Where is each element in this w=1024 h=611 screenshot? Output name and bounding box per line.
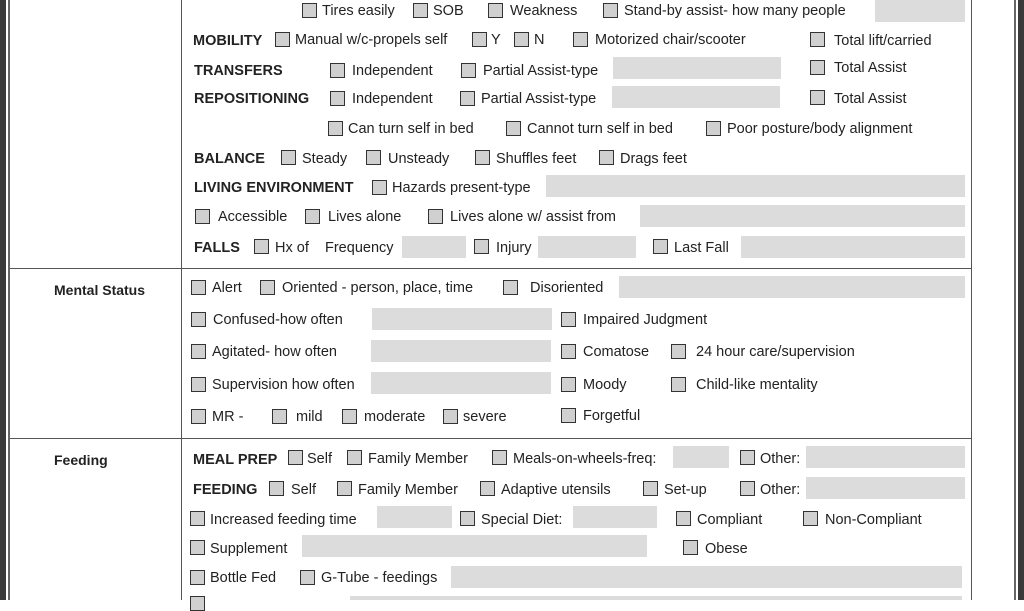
increased-time-label: Increased feeding time bbox=[210, 512, 357, 528]
feeding-family-checkbox[interactable] bbox=[337, 481, 352, 496]
column-divider bbox=[181, 0, 182, 600]
drags-feet-checkbox[interactable] bbox=[599, 150, 614, 165]
childlike-checkbox[interactable] bbox=[671, 377, 686, 392]
feeding-label: FEEDING bbox=[193, 482, 258, 498]
section-divider bbox=[10, 438, 972, 439]
can-turn-checkbox[interactable] bbox=[328, 121, 343, 136]
meal-prep-family-label: Family Member bbox=[368, 451, 468, 467]
comatose-checkbox[interactable] bbox=[561, 344, 576, 359]
assist-from-field[interactable] bbox=[640, 205, 965, 227]
tires-easily-label: Tires easily bbox=[322, 3, 395, 19]
last-fall-checkbox[interactable] bbox=[653, 239, 668, 254]
supervision-checkbox[interactable] bbox=[191, 377, 206, 392]
forgetful-label: Forgetful bbox=[583, 408, 641, 424]
mild-checkbox[interactable] bbox=[272, 409, 287, 424]
living-environment-label: LIVING ENVIRONMENT bbox=[194, 180, 354, 196]
falls-hx-checkbox[interactable] bbox=[254, 239, 269, 254]
transfers-label: TRANSFERS bbox=[194, 63, 283, 79]
non-compliant-label: Non-Compliant bbox=[825, 512, 922, 528]
confused-how-often-field[interactable] bbox=[372, 308, 552, 330]
drags-feet-label: Drags feet bbox=[620, 151, 687, 167]
transfers-independent-checkbox[interactable] bbox=[330, 63, 345, 78]
bottle-fed-label: Bottle Fed bbox=[210, 570, 277, 586]
sob-label: SOB bbox=[433, 3, 464, 19]
setup-label: Set-up bbox=[664, 482, 707, 498]
non-compliant-checkbox[interactable] bbox=[803, 511, 818, 526]
last-fall-field[interactable] bbox=[741, 236, 965, 258]
mr-checkbox[interactable] bbox=[191, 409, 206, 424]
feeding-other-label: Other: bbox=[760, 482, 801, 498]
steady-checkbox[interactable] bbox=[281, 150, 296, 165]
accessible-label: Accessible bbox=[218, 209, 288, 225]
increased-time-checkbox[interactable] bbox=[190, 511, 205, 526]
weakness-checkbox[interactable] bbox=[488, 3, 503, 18]
supervision-label: Supervision how often bbox=[212, 377, 355, 393]
unsteady-checkbox[interactable] bbox=[366, 150, 381, 165]
adaptive-utensils-checkbox[interactable] bbox=[480, 481, 495, 496]
right-border bbox=[971, 0, 972, 600]
alert-checkbox[interactable] bbox=[191, 280, 206, 295]
lives-alone-assist-label: Lives alone w/ assist from bbox=[450, 209, 617, 225]
frame-border-right-inner bbox=[1014, 0, 1016, 600]
special-diet-label: Special Diet: bbox=[481, 512, 563, 528]
alert-label: Alert bbox=[212, 280, 242, 296]
total-lift-label: Total lift/carried bbox=[834, 33, 932, 49]
supervision-how-often-field[interactable] bbox=[371, 372, 551, 394]
disoriented-field[interactable] bbox=[619, 276, 965, 298]
transfers-partial-checkbox[interactable] bbox=[461, 63, 476, 78]
frame-border-left bbox=[0, 0, 6, 600]
shuffles-feet-label: Shuffles feet bbox=[496, 151, 577, 167]
forgetful-checkbox[interactable] bbox=[561, 408, 576, 423]
oriented-checkbox[interactable] bbox=[260, 280, 275, 295]
adaptive-utensils-label: Adaptive utensils bbox=[501, 482, 611, 498]
transfers-total-checkbox[interactable] bbox=[810, 60, 825, 75]
frequency-label: Frequency bbox=[325, 240, 394, 256]
moderate-label: moderate bbox=[364, 409, 426, 425]
repositioning-partial-checkbox[interactable] bbox=[460, 91, 475, 106]
special-diet-field[interactable] bbox=[573, 506, 657, 528]
standby-count-field[interactable] bbox=[875, 0, 965, 22]
mental-status-title: Mental Status bbox=[54, 282, 146, 298]
lives-alone-assist-checkbox[interactable] bbox=[428, 209, 443, 224]
frame-border-right bbox=[1018, 0, 1024, 600]
repositioning-label: REPOSITIONING bbox=[194, 91, 310, 107]
feeding-other-field[interactable] bbox=[806, 477, 965, 499]
meal-prep-self-label: Self bbox=[307, 451, 332, 467]
cannot-turn-label: Cannot turn self in bed bbox=[527, 121, 673, 137]
bottle-fed-checkbox[interactable] bbox=[190, 570, 205, 585]
care-24-checkbox[interactable] bbox=[671, 344, 686, 359]
supplement-label: Supplement bbox=[210, 541, 288, 557]
shuffles-feet-checkbox[interactable] bbox=[475, 150, 490, 165]
meal-prep-other-field[interactable] bbox=[806, 446, 965, 468]
manual-wc-label: Manual w/c-propels self bbox=[295, 32, 448, 48]
care-24-label: 24 hour care/supervision bbox=[696, 344, 855, 360]
repositioning-total-checkbox[interactable] bbox=[810, 90, 825, 105]
meal-prep-family-checkbox[interactable] bbox=[347, 450, 362, 465]
agitated-label: Agitated- how often bbox=[212, 344, 337, 360]
supplement-checkbox[interactable] bbox=[190, 540, 205, 555]
mobility-no-label: N bbox=[534, 32, 545, 48]
repositioning-partial-type-field[interactable] bbox=[612, 86, 780, 108]
motorized-label: Motorized chair/scooter bbox=[595, 32, 746, 48]
transfers-independent-label: Independent bbox=[352, 63, 433, 79]
sob-checkbox[interactable] bbox=[413, 3, 428, 18]
frame-border-left-inner bbox=[8, 0, 10, 600]
feeding-self-checkbox[interactable] bbox=[269, 481, 284, 496]
injury-checkbox[interactable] bbox=[474, 239, 489, 254]
severe-checkbox[interactable] bbox=[443, 409, 458, 424]
balance-label: BALANCE bbox=[194, 151, 265, 167]
injury-label: Injury bbox=[496, 240, 532, 256]
accessible-checkbox[interactable] bbox=[195, 209, 210, 224]
motorized-checkbox[interactable] bbox=[573, 32, 588, 47]
transfers-partial-label: Partial Assist-type bbox=[483, 63, 599, 79]
feeding-family-label: Family Member bbox=[358, 482, 458, 498]
disoriented-label: Disoriented bbox=[530, 280, 604, 296]
mobility-yes-checkbox[interactable] bbox=[472, 32, 487, 47]
setup-checkbox[interactable] bbox=[643, 481, 658, 496]
hazards-label: Hazards present-type bbox=[392, 180, 531, 196]
falls-label: FALLS bbox=[194, 240, 240, 256]
mobility-yes-label: Y bbox=[491, 32, 501, 48]
injury-field[interactable] bbox=[538, 236, 636, 258]
standby-assist-checkbox[interactable] bbox=[603, 3, 618, 18]
hazards-type-field[interactable] bbox=[546, 175, 965, 197]
transfers-partial-type-field[interactable] bbox=[613, 57, 781, 79]
moody-label: Moody bbox=[583, 377, 627, 393]
lives-alone-checkbox[interactable] bbox=[305, 209, 320, 224]
can-turn-label: Can turn self in bed bbox=[348, 121, 474, 137]
frequency-field[interactable] bbox=[402, 236, 466, 258]
hazards-checkbox[interactable] bbox=[372, 180, 387, 195]
impaired-judgment-checkbox[interactable] bbox=[561, 312, 576, 327]
mobility-no-checkbox[interactable] bbox=[514, 32, 529, 47]
comatose-label: Comatose bbox=[583, 344, 650, 360]
feeding-other-checkbox[interactable] bbox=[740, 481, 755, 496]
childlike-label: Child-like mentality bbox=[696, 377, 818, 393]
moderate-checkbox[interactable] bbox=[342, 409, 357, 424]
obese-checkbox[interactable] bbox=[683, 540, 698, 555]
increased-time-field[interactable] bbox=[377, 506, 452, 528]
weakness-label: Weakness bbox=[510, 3, 578, 19]
confused-checkbox[interactable] bbox=[191, 312, 206, 327]
poor-posture-label: Poor posture/body alignment bbox=[727, 121, 913, 137]
mobility-label: MOBILITY bbox=[193, 33, 263, 49]
meal-prep-other-label: Other: bbox=[760, 451, 801, 467]
standby-assist-label: Stand-by assist- how many people bbox=[624, 3, 846, 19]
last-fall-label: Last Fall bbox=[674, 240, 729, 256]
g-tube-label: G-Tube - feedings bbox=[321, 570, 438, 586]
next-row-checkbox[interactable] bbox=[190, 596, 205, 611]
repositioning-independent-label: Independent bbox=[352, 91, 433, 107]
impaired-judgment-label: Impaired Judgment bbox=[583, 312, 708, 328]
meals-on-wheels-checkbox[interactable] bbox=[492, 450, 507, 465]
meal-prep-self-checkbox[interactable] bbox=[288, 450, 303, 465]
section-divider bbox=[10, 268, 972, 269]
supplement-field[interactable] bbox=[302, 535, 647, 557]
falls-hx-label: Hx of bbox=[275, 240, 309, 256]
tires-easily-checkbox[interactable] bbox=[302, 3, 317, 18]
steady-label: Steady bbox=[302, 151, 348, 167]
total-lift-checkbox[interactable] bbox=[810, 32, 825, 47]
meal-prep-label: MEAL PREP bbox=[193, 452, 278, 468]
oriented-label: Oriented - person, place, time bbox=[282, 280, 474, 296]
moody-checkbox[interactable] bbox=[561, 377, 576, 392]
repositioning-independent-checkbox[interactable] bbox=[330, 91, 345, 106]
mild-label: mild bbox=[296, 409, 323, 425]
meals-freq-field[interactable] bbox=[673, 446, 729, 468]
repositioning-partial-label: Partial Assist-type bbox=[481, 91, 597, 107]
unsteady-label: Unsteady bbox=[388, 151, 450, 167]
poor-posture-checkbox[interactable] bbox=[706, 121, 721, 136]
manual-wc-checkbox[interactable] bbox=[275, 32, 290, 47]
next-row-field[interactable] bbox=[350, 596, 962, 600]
lives-alone-label: Lives alone bbox=[328, 209, 402, 225]
repositioning-total-label: Total Assist bbox=[834, 91, 907, 107]
special-diet-checkbox[interactable] bbox=[460, 511, 475, 526]
agitated-how-often-field[interactable] bbox=[371, 340, 551, 362]
compliant-label: Compliant bbox=[697, 512, 763, 528]
g-tube-feedings-field[interactable] bbox=[451, 566, 962, 588]
cannot-turn-checkbox[interactable] bbox=[506, 121, 521, 136]
agitated-checkbox[interactable] bbox=[191, 344, 206, 359]
feeding-self-label: Self bbox=[291, 482, 316, 498]
obese-label: Obese bbox=[705, 541, 748, 557]
meal-prep-other-checkbox[interactable] bbox=[740, 450, 755, 465]
feeding-title: Feeding bbox=[54, 452, 108, 468]
meals-on-wheels-label: Meals-on-wheels-freq: bbox=[513, 451, 657, 467]
disoriented-checkbox[interactable] bbox=[503, 280, 518, 295]
severe-label: severe bbox=[463, 409, 507, 425]
g-tube-checkbox[interactable] bbox=[300, 570, 315, 585]
transfers-total-label: Total Assist bbox=[834, 60, 907, 76]
mr-label: MR - bbox=[212, 409, 244, 425]
compliant-checkbox[interactable] bbox=[676, 511, 691, 526]
confused-label: Confused-how often bbox=[213, 312, 343, 328]
